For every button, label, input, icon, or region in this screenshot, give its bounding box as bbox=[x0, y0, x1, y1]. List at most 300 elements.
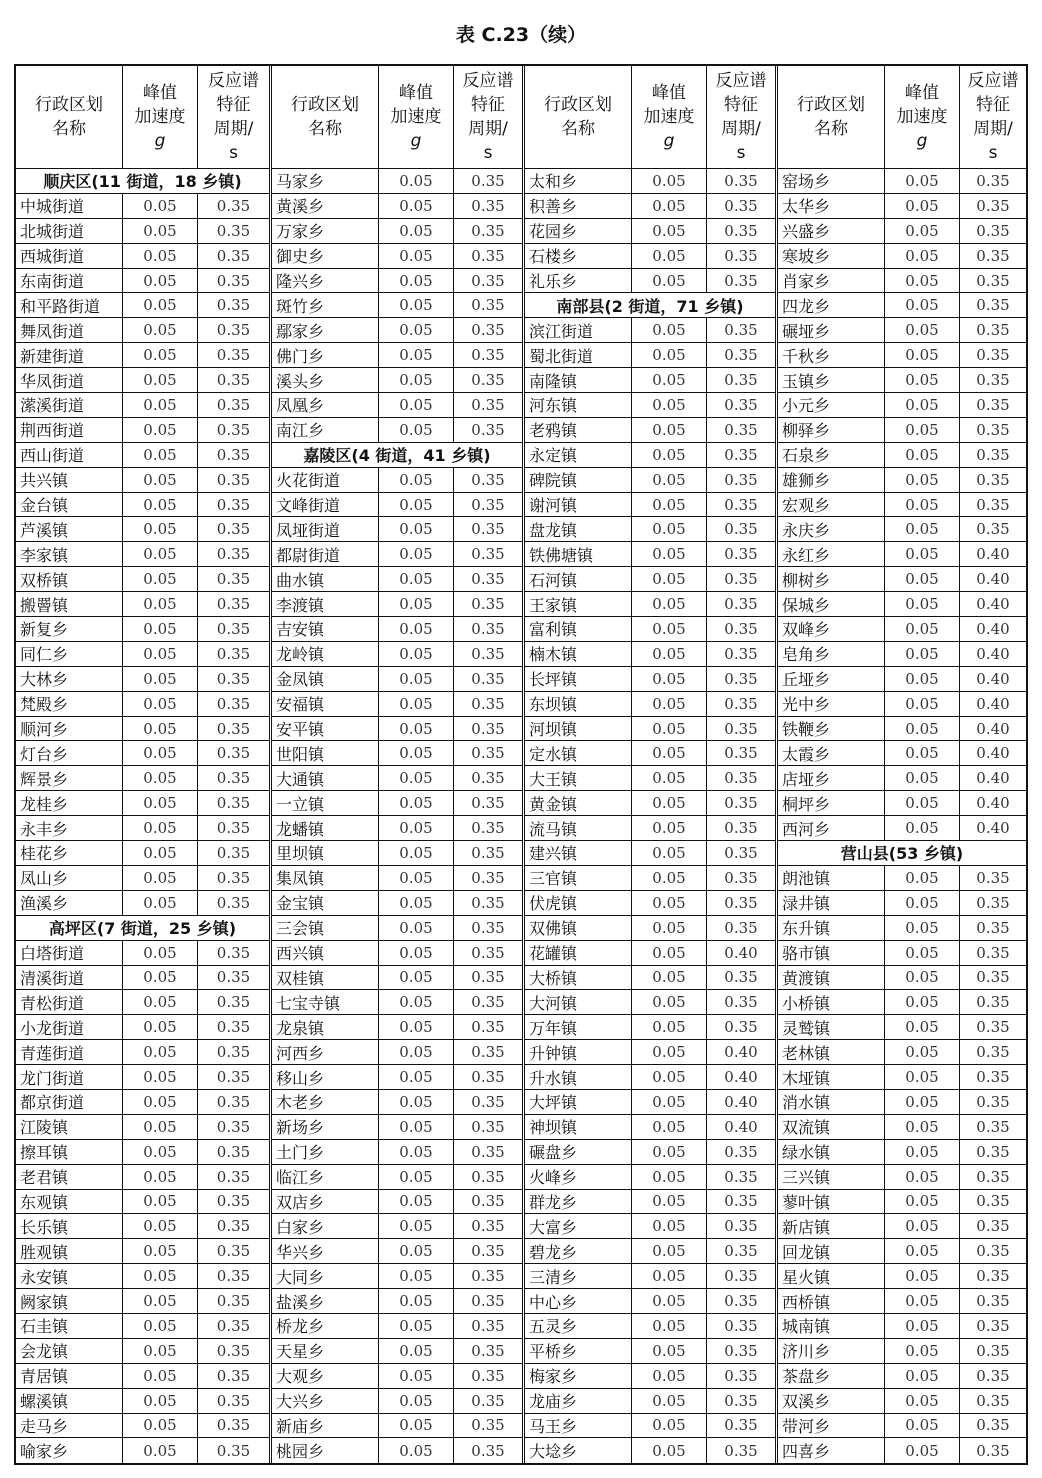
division-name: 渌井镇 bbox=[782, 894, 831, 914]
peak-acceleration: 0.05 bbox=[631, 1065, 706, 1089]
characteristic-period: 0.35 bbox=[959, 269, 1026, 293]
section-title: 高坪区(7 街道，25 乡镇) bbox=[48, 919, 237, 939]
peak-acceleration: 0.05 bbox=[884, 318, 959, 342]
peak-acceleration: 0.05 bbox=[631, 766, 706, 790]
header-name-line: 名称 bbox=[814, 119, 848, 139]
header-characteristic-period bbox=[197, 66, 269, 168]
division-name: 龙岭镇 bbox=[276, 645, 325, 665]
table-row bbox=[525, 1414, 775, 1439]
table-row bbox=[16, 1414, 269, 1439]
peak-acceleration: 0.05 bbox=[378, 293, 453, 317]
characteristic-period: 0.35 bbox=[706, 169, 775, 193]
division-name: 老林镇 bbox=[782, 1043, 831, 1063]
table-row bbox=[16, 517, 269, 542]
header-peak-line: 峰值 bbox=[905, 83, 939, 103]
table-row bbox=[778, 244, 1026, 269]
characteristic-period: 0.35 bbox=[453, 468, 522, 492]
peak-acceleration: 0.05 bbox=[122, 966, 197, 990]
division-name: 渔溪乡 bbox=[20, 894, 69, 914]
division-name: 回龙镇 bbox=[782, 1242, 831, 1262]
table-row bbox=[778, 269, 1026, 294]
header-peak-line: 加速度 bbox=[134, 107, 186, 127]
peak-acceleration: 0.05 bbox=[378, 791, 453, 815]
table-row bbox=[272, 891, 522, 916]
characteristic-period: 0.35 bbox=[197, 318, 269, 342]
table-row bbox=[778, 1414, 1026, 1439]
header-peak-line: 峰值 bbox=[652, 83, 686, 103]
table-row bbox=[272, 667, 522, 692]
characteristic-period: 0.35 bbox=[453, 791, 522, 815]
characteristic-period: 0.40 bbox=[959, 717, 1026, 741]
division-name: 朗池镇 bbox=[782, 869, 831, 889]
characteristic-period: 0.35 bbox=[197, 368, 269, 392]
division-name: 骆市镇 bbox=[782, 944, 831, 964]
characteristic-period: 0.35 bbox=[453, 1414, 522, 1438]
peak-acceleration: 0.05 bbox=[122, 1140, 197, 1164]
characteristic-period: 0.35 bbox=[706, 368, 775, 392]
peak-acceleration: 0.05 bbox=[631, 692, 706, 716]
table-row bbox=[525, 816, 775, 841]
peak-acceleration: 0.05 bbox=[631, 717, 706, 741]
division-name: 溪头乡 bbox=[276, 371, 325, 391]
characteristic-period: 0.35 bbox=[453, 1239, 522, 1263]
division-name: 大桥镇 bbox=[529, 968, 578, 988]
characteristic-period: 0.35 bbox=[453, 1090, 522, 1114]
division-name: 店垭乡 bbox=[782, 769, 831, 789]
division-name: 四喜乡 bbox=[782, 1442, 831, 1462]
division-name: 大河镇 bbox=[529, 993, 578, 1013]
header-name bbox=[272, 66, 378, 168]
table-row bbox=[778, 990, 1026, 1015]
table-row bbox=[525, 1115, 775, 1140]
division-name: 大兴乡 bbox=[276, 1392, 325, 1412]
peak-acceleration: 0.05 bbox=[122, 1239, 197, 1263]
peak-acceleration: 0.05 bbox=[631, 393, 706, 417]
peak-acceleration: 0.05 bbox=[378, 219, 453, 243]
division-name: 龙泉镇 bbox=[276, 1018, 325, 1038]
characteristic-period: 0.35 bbox=[197, 1314, 269, 1338]
peak-acceleration: 0.05 bbox=[631, 517, 706, 541]
table-row bbox=[272, 1264, 522, 1289]
table-row bbox=[16, 269, 269, 294]
division-name: 碑院镇 bbox=[529, 471, 578, 491]
characteristic-period: 0.40 bbox=[959, 567, 1026, 591]
peak-acceleration: 0.05 bbox=[378, 318, 453, 342]
header-name-line: 名称 bbox=[308, 119, 342, 139]
division-name: 带河乡 bbox=[782, 1416, 831, 1436]
division-name: 平桥乡 bbox=[529, 1342, 578, 1362]
characteristic-period: 0.35 bbox=[706, 692, 775, 716]
characteristic-period: 0.35 bbox=[959, 891, 1026, 915]
peak-acceleration: 0.05 bbox=[378, 617, 453, 641]
division-name: 火峰乡 bbox=[529, 1168, 578, 1188]
table-row bbox=[272, 1190, 522, 1215]
peak-acceleration: 0.05 bbox=[884, 791, 959, 815]
table-row bbox=[16, 393, 269, 418]
peak-acceleration: 0.05 bbox=[378, 1438, 453, 1463]
division-name: 凤垭街道 bbox=[276, 520, 341, 540]
peak-acceleration: 0.05 bbox=[631, 1015, 706, 1039]
division-name: 双店乡 bbox=[276, 1192, 325, 1212]
peak-acceleration: 0.05 bbox=[122, 1090, 197, 1114]
peak-acceleration: 0.05 bbox=[631, 990, 706, 1014]
table-row bbox=[778, 219, 1026, 244]
peak-acceleration: 0.05 bbox=[378, 493, 453, 517]
division-name: 金台镇 bbox=[20, 496, 69, 516]
peak-acceleration: 0.05 bbox=[378, 841, 453, 865]
characteristic-period: 0.35 bbox=[959, 1214, 1026, 1238]
division-name: 小龙街道 bbox=[20, 1018, 85, 1038]
table-row bbox=[16, 493, 269, 518]
peak-acceleration: 0.05 bbox=[631, 269, 706, 293]
characteristic-period: 0.35 bbox=[197, 244, 269, 268]
table-row bbox=[272, 841, 522, 866]
table-row bbox=[16, 318, 269, 343]
peak-acceleration: 0.05 bbox=[631, 1190, 706, 1214]
characteristic-period: 0.35 bbox=[453, 1190, 522, 1214]
peak-acceleration: 0.05 bbox=[378, 1289, 453, 1313]
peak-acceleration: 0.05 bbox=[884, 1438, 959, 1463]
division-name: 李渡镇 bbox=[276, 595, 325, 615]
peak-acceleration: 0.05 bbox=[884, 1264, 959, 1288]
peak-acceleration: 0.05 bbox=[884, 990, 959, 1014]
table-row bbox=[272, 717, 522, 742]
table-row bbox=[778, 1040, 1026, 1065]
division-name: 蜀北街道 bbox=[529, 346, 594, 366]
division-name: 积善乡 bbox=[529, 197, 578, 217]
peak-acceleration: 0.05 bbox=[122, 393, 197, 417]
division-name: 永定镇 bbox=[529, 446, 578, 466]
division-name: 盐溪乡 bbox=[276, 1292, 325, 1312]
peak-acceleration: 0.05 bbox=[884, 1289, 959, 1313]
peak-acceleration: 0.05 bbox=[884, 1190, 959, 1214]
characteristic-period: 0.35 bbox=[959, 219, 1026, 243]
division-name: 兴盛乡 bbox=[782, 222, 831, 242]
division-name: 木垭镇 bbox=[782, 1068, 831, 1088]
header-peak-line: 峰值 bbox=[399, 83, 433, 103]
characteristic-period: 0.35 bbox=[959, 1165, 1026, 1189]
division-name: 潆溪街道 bbox=[20, 396, 85, 416]
header-period-line: s bbox=[736, 143, 746, 163]
division-name: 佛门乡 bbox=[276, 346, 325, 366]
division-name: 龙庙乡 bbox=[529, 1392, 578, 1412]
peak-acceleration: 0.05 bbox=[631, 493, 706, 517]
characteristic-period: 0.40 bbox=[706, 1065, 775, 1089]
table-row bbox=[16, 468, 269, 493]
table-row bbox=[272, 966, 522, 991]
division-name: 马家乡 bbox=[276, 172, 325, 192]
peak-acceleration: 0.05 bbox=[378, 667, 453, 691]
peak-acceleration: 0.05 bbox=[631, 891, 706, 915]
characteristic-period: 0.35 bbox=[453, 642, 522, 666]
peak-acceleration: 0.05 bbox=[378, 343, 453, 367]
division-name: 西城街道 bbox=[20, 247, 85, 267]
division-name: 凤山乡 bbox=[20, 869, 69, 889]
table-row bbox=[16, 567, 269, 592]
peak-acceleration: 0.05 bbox=[631, 816, 706, 840]
division-name: 三兴镇 bbox=[782, 1168, 831, 1188]
characteristic-period: 0.35 bbox=[959, 1239, 1026, 1263]
characteristic-period: 0.35 bbox=[197, 517, 269, 541]
table-row bbox=[778, 1289, 1026, 1314]
table-row bbox=[272, 194, 522, 219]
characteristic-period: 0.35 bbox=[197, 766, 269, 790]
characteristic-period: 0.35 bbox=[197, 891, 269, 915]
table-row bbox=[525, 542, 775, 567]
characteristic-period: 0.35 bbox=[706, 667, 775, 691]
characteristic-period: 0.35 bbox=[197, 717, 269, 741]
table-row bbox=[778, 1015, 1026, 1040]
division-name: 花罐镇 bbox=[529, 944, 578, 964]
table-row bbox=[272, 1389, 522, 1414]
table-row bbox=[778, 741, 1026, 766]
division-name: 大埝乡 bbox=[529, 1442, 578, 1462]
table-row bbox=[778, 642, 1026, 667]
peak-acceleration: 0.05 bbox=[631, 1239, 706, 1263]
table-row bbox=[272, 1438, 522, 1463]
table-row bbox=[525, 1165, 775, 1190]
characteristic-period: 0.35 bbox=[197, 393, 269, 417]
characteristic-period: 0.35 bbox=[197, 617, 269, 641]
characteristic-period: 0.35 bbox=[706, 1015, 775, 1039]
division-name: 碾盘乡 bbox=[529, 1143, 578, 1163]
table-row bbox=[16, 368, 269, 393]
division-name: 共兴镇 bbox=[20, 471, 69, 491]
characteristic-period: 0.40 bbox=[959, 592, 1026, 616]
characteristic-period: 0.35 bbox=[197, 1040, 269, 1064]
peak-acceleration: 0.05 bbox=[122, 468, 197, 492]
table-row bbox=[272, 1040, 522, 1065]
peak-acceleration: 0.05 bbox=[884, 642, 959, 666]
characteristic-period: 0.35 bbox=[706, 717, 775, 741]
table-row bbox=[525, 1289, 775, 1314]
table-row bbox=[525, 717, 775, 742]
characteristic-period: 0.35 bbox=[706, 1438, 775, 1463]
characteristic-period: 0.35 bbox=[706, 741, 775, 765]
peak-acceleration: 0.05 bbox=[378, 592, 453, 616]
division-name: 石楼乡 bbox=[529, 247, 578, 267]
peak-acceleration: 0.05 bbox=[631, 1438, 706, 1463]
division-name: 千秋乡 bbox=[782, 346, 831, 366]
division-name: 老鸦镇 bbox=[529, 421, 578, 441]
characteristic-period: 0.35 bbox=[706, 841, 775, 865]
table-row bbox=[16, 1190, 269, 1215]
peak-acceleration: 0.05 bbox=[631, 1339, 706, 1363]
peak-acceleration: 0.05 bbox=[378, 1239, 453, 1263]
table-row bbox=[778, 343, 1026, 368]
table-column-1 bbox=[16, 66, 269, 1463]
characteristic-period: 0.35 bbox=[197, 1289, 269, 1313]
division-name: 三会镇 bbox=[276, 919, 325, 939]
characteristic-period: 0.35 bbox=[197, 1389, 269, 1413]
characteristic-period: 0.35 bbox=[453, 269, 522, 293]
characteristic-period: 0.35 bbox=[453, 1165, 522, 1189]
division-name: 升钟镇 bbox=[529, 1043, 578, 1063]
table-row bbox=[778, 866, 1026, 891]
characteristic-period: 0.35 bbox=[959, 1438, 1026, 1463]
table-row bbox=[778, 517, 1026, 542]
division-name: 双佛镇 bbox=[529, 919, 578, 939]
division-name: 青松街道 bbox=[20, 993, 85, 1013]
characteristic-period: 0.35 bbox=[706, 891, 775, 915]
division-name: 芦溪镇 bbox=[20, 520, 69, 540]
table-row bbox=[525, 1040, 775, 1065]
characteristic-period: 0.35 bbox=[959, 966, 1026, 990]
table-row bbox=[525, 1389, 775, 1414]
table-row bbox=[778, 692, 1026, 717]
peak-acceleration: 0.05 bbox=[378, 1214, 453, 1238]
peak-acceleration: 0.05 bbox=[378, 194, 453, 218]
division-name: 光中乡 bbox=[782, 695, 831, 715]
table-row bbox=[16, 592, 269, 617]
table-row bbox=[16, 1090, 269, 1115]
characteristic-period: 0.35 bbox=[197, 1239, 269, 1263]
division-name: 梵殿乡 bbox=[20, 695, 69, 715]
characteristic-period: 0.35 bbox=[706, 916, 775, 940]
characteristic-period: 0.35 bbox=[197, 841, 269, 865]
table-row bbox=[525, 741, 775, 766]
characteristic-period: 0.35 bbox=[706, 1389, 775, 1413]
table-row bbox=[16, 1314, 269, 1339]
peak-acceleration: 0.05 bbox=[122, 1040, 197, 1064]
peak-acceleration: 0.05 bbox=[122, 343, 197, 367]
peak-acceleration: 0.05 bbox=[631, 1389, 706, 1413]
division-name: 城南镇 bbox=[782, 1317, 831, 1337]
column-header bbox=[272, 66, 522, 169]
division-name: 双峰乡 bbox=[782, 620, 831, 640]
table-row bbox=[525, 1190, 775, 1215]
division-name: 喻家乡 bbox=[20, 1442, 69, 1462]
characteristic-period: 0.40 bbox=[706, 941, 775, 965]
header-period-line: 特征 bbox=[976, 95, 1010, 115]
division-name: 神坝镇 bbox=[529, 1118, 578, 1138]
peak-acceleration: 0.05 bbox=[884, 567, 959, 591]
peak-acceleration: 0.05 bbox=[378, 468, 453, 492]
table-row bbox=[272, 1414, 522, 1439]
characteristic-period: 0.35 bbox=[706, 318, 775, 342]
division-name: 灯台乡 bbox=[20, 744, 69, 764]
table-row bbox=[778, 542, 1026, 567]
table-row bbox=[525, 343, 775, 368]
division-name: 小桥镇 bbox=[782, 993, 831, 1013]
characteristic-period: 0.35 bbox=[706, 1289, 775, 1313]
characteristic-period: 0.35 bbox=[197, 468, 269, 492]
table-row bbox=[778, 293, 1026, 318]
peak-acceleration: 0.05 bbox=[884, 1065, 959, 1089]
characteristic-period: 0.35 bbox=[706, 393, 775, 417]
characteristic-period: 0.35 bbox=[959, 318, 1026, 342]
division-name: 东坝镇 bbox=[529, 695, 578, 715]
table-column-4 bbox=[775, 66, 1026, 1463]
division-name: 大通镇 bbox=[276, 769, 325, 789]
peak-acceleration: 0.05 bbox=[122, 194, 197, 218]
division-name: 寒坡乡 bbox=[782, 247, 831, 267]
header-peak-acceleration bbox=[631, 66, 706, 168]
table-row bbox=[16, 741, 269, 766]
division-name: 新建街道 bbox=[20, 346, 85, 366]
table-row bbox=[778, 766, 1026, 791]
characteristic-period: 0.40 bbox=[959, 791, 1026, 815]
division-name: 永庆乡 bbox=[782, 520, 831, 540]
column-header bbox=[525, 66, 775, 169]
characteristic-period: 0.35 bbox=[706, 194, 775, 218]
table-row bbox=[16, 766, 269, 791]
table-row bbox=[525, 1214, 775, 1239]
peak-acceleration: 0.05 bbox=[884, 219, 959, 243]
table-row bbox=[778, 667, 1026, 692]
characteristic-period: 0.35 bbox=[453, 368, 522, 392]
division-name: 太华乡 bbox=[782, 197, 831, 217]
peak-acceleration: 0.05 bbox=[122, 293, 197, 317]
characteristic-period: 0.35 bbox=[706, 1214, 775, 1238]
table-row bbox=[525, 269, 775, 294]
peak-acceleration: 0.05 bbox=[122, 766, 197, 790]
division-name: 五灵乡 bbox=[529, 1317, 578, 1337]
peak-acceleration: 0.05 bbox=[884, 1389, 959, 1413]
table-row bbox=[525, 990, 775, 1015]
table-row bbox=[778, 1090, 1026, 1115]
header-peak-acceleration bbox=[122, 66, 197, 168]
table-row bbox=[525, 219, 775, 244]
peak-acceleration: 0.05 bbox=[122, 791, 197, 815]
characteristic-period: 0.35 bbox=[197, 194, 269, 218]
division-name: 玉镇乡 bbox=[782, 371, 831, 391]
table-row bbox=[525, 443, 775, 468]
peak-acceleration: 0.05 bbox=[122, 542, 197, 566]
peak-acceleration: 0.05 bbox=[122, 443, 197, 467]
division-name: 河东镇 bbox=[529, 396, 578, 416]
characteristic-period: 0.40 bbox=[959, 692, 1026, 716]
division-name: 曲水镇 bbox=[276, 570, 325, 590]
peak-acceleration: 0.05 bbox=[884, 741, 959, 765]
characteristic-period: 0.35 bbox=[706, 966, 775, 990]
division-name: 南隆镇 bbox=[529, 371, 578, 391]
characteristic-period: 0.35 bbox=[959, 941, 1026, 965]
division-name: 铁鞭乡 bbox=[782, 720, 831, 740]
characteristic-period: 0.35 bbox=[706, 617, 775, 641]
division-name: 阙家镇 bbox=[20, 1292, 69, 1312]
characteristic-period: 0.35 bbox=[453, 1339, 522, 1363]
table-row bbox=[16, 1239, 269, 1264]
division-name: 荆西街道 bbox=[20, 421, 85, 441]
division-name: 安平镇 bbox=[276, 720, 325, 740]
division-name: 七宝寺镇 bbox=[276, 993, 341, 1013]
characteristic-period: 0.35 bbox=[959, 1115, 1026, 1139]
division-name: 双溪乡 bbox=[782, 1392, 831, 1412]
peak-acceleration: 0.05 bbox=[884, 592, 959, 616]
division-name: 小元乡 bbox=[782, 396, 831, 416]
division-name: 流马镇 bbox=[529, 819, 578, 839]
peak-acceleration: 0.05 bbox=[378, 1364, 453, 1388]
peak-acceleration: 0.05 bbox=[122, 244, 197, 268]
division-name: 太和乡 bbox=[529, 172, 578, 192]
header-period-line: 周期/ bbox=[973, 119, 1013, 139]
peak-acceleration: 0.05 bbox=[884, 244, 959, 268]
characteristic-period: 0.35 bbox=[706, 542, 775, 566]
division-name: 定水镇 bbox=[529, 744, 578, 764]
peak-acceleration: 0.05 bbox=[631, 941, 706, 965]
table-row bbox=[778, 468, 1026, 493]
table-row bbox=[16, 816, 269, 841]
characteristic-period: 0.35 bbox=[706, 493, 775, 517]
table-row bbox=[778, 1239, 1026, 1264]
header-period-line: 周期/ bbox=[468, 119, 508, 139]
table-row bbox=[272, 741, 522, 766]
peak-acceleration: 0.05 bbox=[378, 1140, 453, 1164]
table-row bbox=[778, 941, 1026, 966]
peak-acceleration: 0.05 bbox=[631, 741, 706, 765]
division-name: 蓼叶镇 bbox=[782, 1192, 831, 1212]
